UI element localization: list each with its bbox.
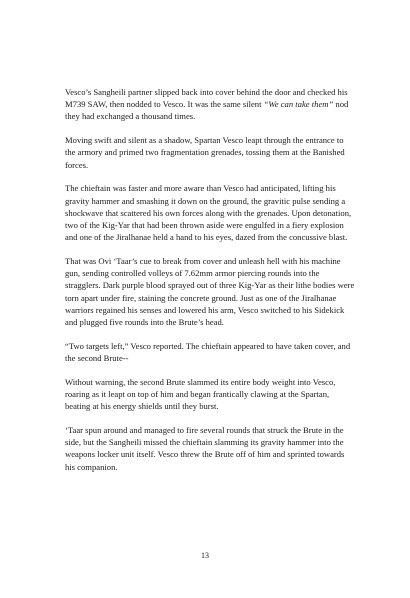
paragraph-4-text: That was Ovi ‘Taar’s cue to break from cover and unleash hell with his machine gun, sending controlled volleys of 7.62mm armor piercing rounds into the stragglers. Dark purple blood sprayed out of three Kig-Yar as their lithe bodies were torn apart under fire, staining the concrete ground. Just as one of the Jiralhanae warriors regained his senses and lowered his arm, Vesco switched to his Sidekick and plugged five rounds into the Brute’s head.	[65, 256, 355, 328]
paragraph-7	[65, 424, 355, 473]
paragraph-3	[65, 182, 355, 243]
paragraph-5-text: “Two targets left,” Vesco reported. The chieftain appeared to have taken cover, and the second Brute--	[65, 340, 351, 364]
paragraph-6	[65, 376, 355, 413]
paragraph-1	[65, 86, 355, 123]
paragraph-2	[65, 134, 355, 171]
paragraph-1-italic-quote: “We can take them”	[263, 99, 334, 110]
paragraph-1-text-end: nod they had exchanged a thousand times.	[65, 99, 349, 122]
body-text	[65, 86, 355, 484]
paragraph-1-text: Vesco’s Sangheili partner slipped back into cover behind the door and checked his M739 SAW, then nodded to Vesco. It was the same silent	[65, 87, 348, 110]
paragraph-5	[65, 340, 355, 364]
paragraph-2-text: Moving swift and silent as a shadow, Spartan Vesco leapt through the entrance to the armory and primed two fragmentation grenades, tossing them at the Banished forces.	[65, 135, 345, 170]
paragraph-6-text: Without warning, the second Brute slammed its entire body weight into Vesco, roaring as it leapt on top of him and began frantically clawing at the Spartan, beating at his energy shields until they burst.	[65, 376, 336, 412]
paragraph-4	[65, 255, 355, 328]
paragraph-7-text: ‘Taar spun around and managed to fire several rounds that struck the Brute in the side, but the Sangheili missed the chieftain slamming its gravity hammer into the weapons locker unit itself. Vesco threw the Brute off of him and sprinted towards his companion.	[65, 425, 345, 472]
paragraph-3-text: The chieftain was faster and more aware than Vesco had anticipated, lifting his gravity hammer and smashing it down on the ground, the gravitic pulse sending a shockwave that scattered his own forces along with the grenades. Upon detonation, two of the Kig-Yar that had been thrown aside were engulfed in a fiery explosion and one of the Jiralhanae held a hand to his eyes, dazed from the concussive blast.	[65, 183, 352, 243]
page-number: 13	[201, 551, 209, 560]
